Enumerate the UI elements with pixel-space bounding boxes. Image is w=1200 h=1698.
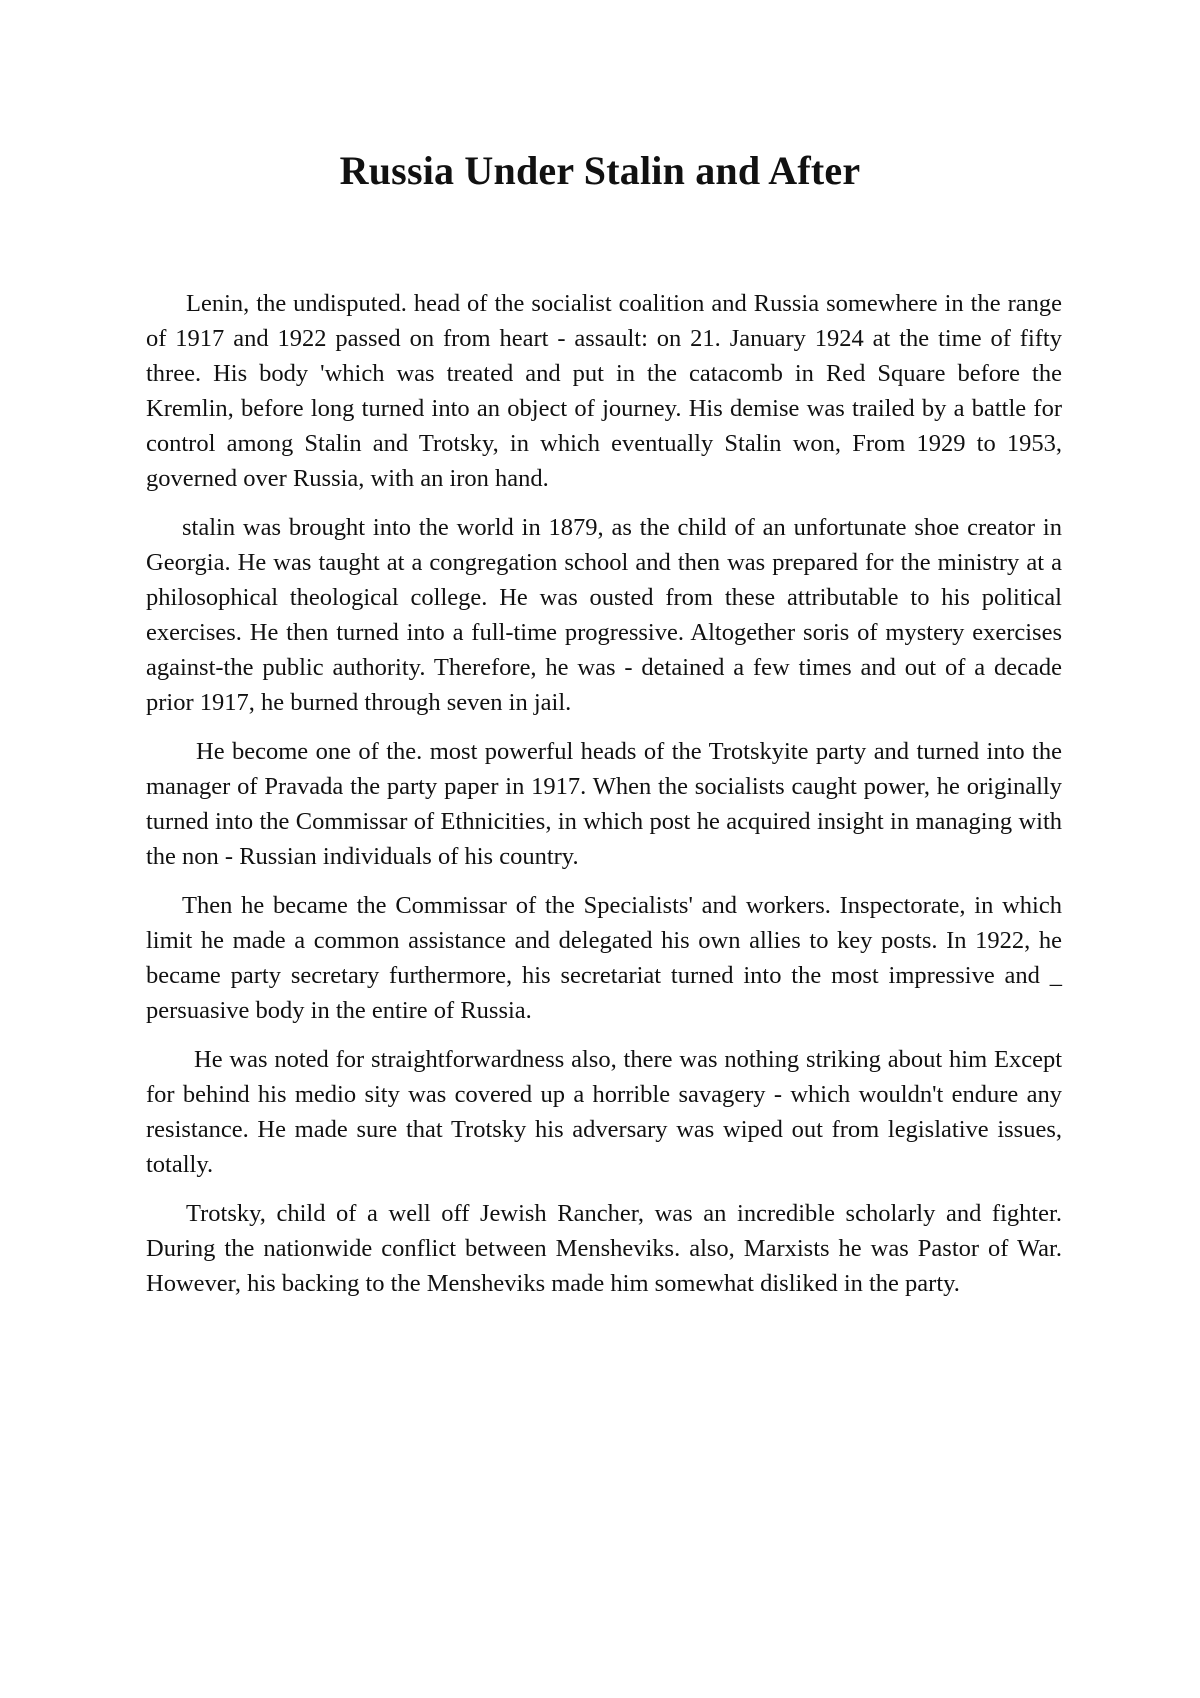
paragraph-stalin-early-life: stalin was brought into the world in 1879, as the child of an unfortunate shoe creator in Georgia. He was taught at a congregation school and then was prepared for the ministry at a philosophical theological college. He was ousted from these attributable to his political exercises. He then turned into a full-time progressive. Altogether soris of mystery exercises against-the public authority. Therefore, he was - detained a few times and out of a decade prior 1917, he burned through seven in jail. xyxy=(146,514,1062,716)
paragraph-lenin: Lenin, the undisputed. head of the socialist coalition and Russia somewhere in the range of 1917 and 1922 passed on from heart - assault: on 21. January 1924 at the time of fifty three. His body 'which was treated and put in the catacomb in Red Square before the Kremlin, before long turned into an object of journey. His demise was trailed by a battle for control among Stalin and Trotsky, in which eventually Stalin won, From 1929 to 1953, governed over Russia, with an iron hand. xyxy=(146,290,1062,492)
paragraph-trotsky: Trotsky, child of a well off Jewish Rancher, was an incredible scholarly and fighter. During the nationwide conflict between Mensheviks. also, Marxists he was Pastor of War. However, his backing to the Mensheviks made him somewhat disliked in the party. xyxy=(146,1200,1062,1297)
paragraph-commissar: Then he became the Commissar of the Specialists' and workers. Inspectorate, in which limit he made a common assistance and delegated his own allies to key posts. In 1922, he became party secretary furthermore, his secretariat turned into the most impressive and _ persuasive body in the entire of Russia. xyxy=(146,892,1062,1024)
paragraph-party-rise: He become one of the. most powerful heads of the Trotskyite party and turned into the manager of Pravada the party paper in 1917. When the socialists caught power, he originally turned into the Commissar of Ethnicities, in which post he acquired insight in managing with the non - Russian individuals of his country. xyxy=(146,738,1062,870)
paragraph-character: He was noted for straightforwardness also, there was nothing striking about him Except for behind his medio sity was covered up a horrible savagery - which wouldn't endure any resistance. He made sure that Trotsky his adversary was wiped out from legislative issues, totally. xyxy=(146,1046,1062,1178)
document-body xyxy=(146,286,1062,1315)
page-title: Russia Under Stalin and After xyxy=(339,148,861,193)
